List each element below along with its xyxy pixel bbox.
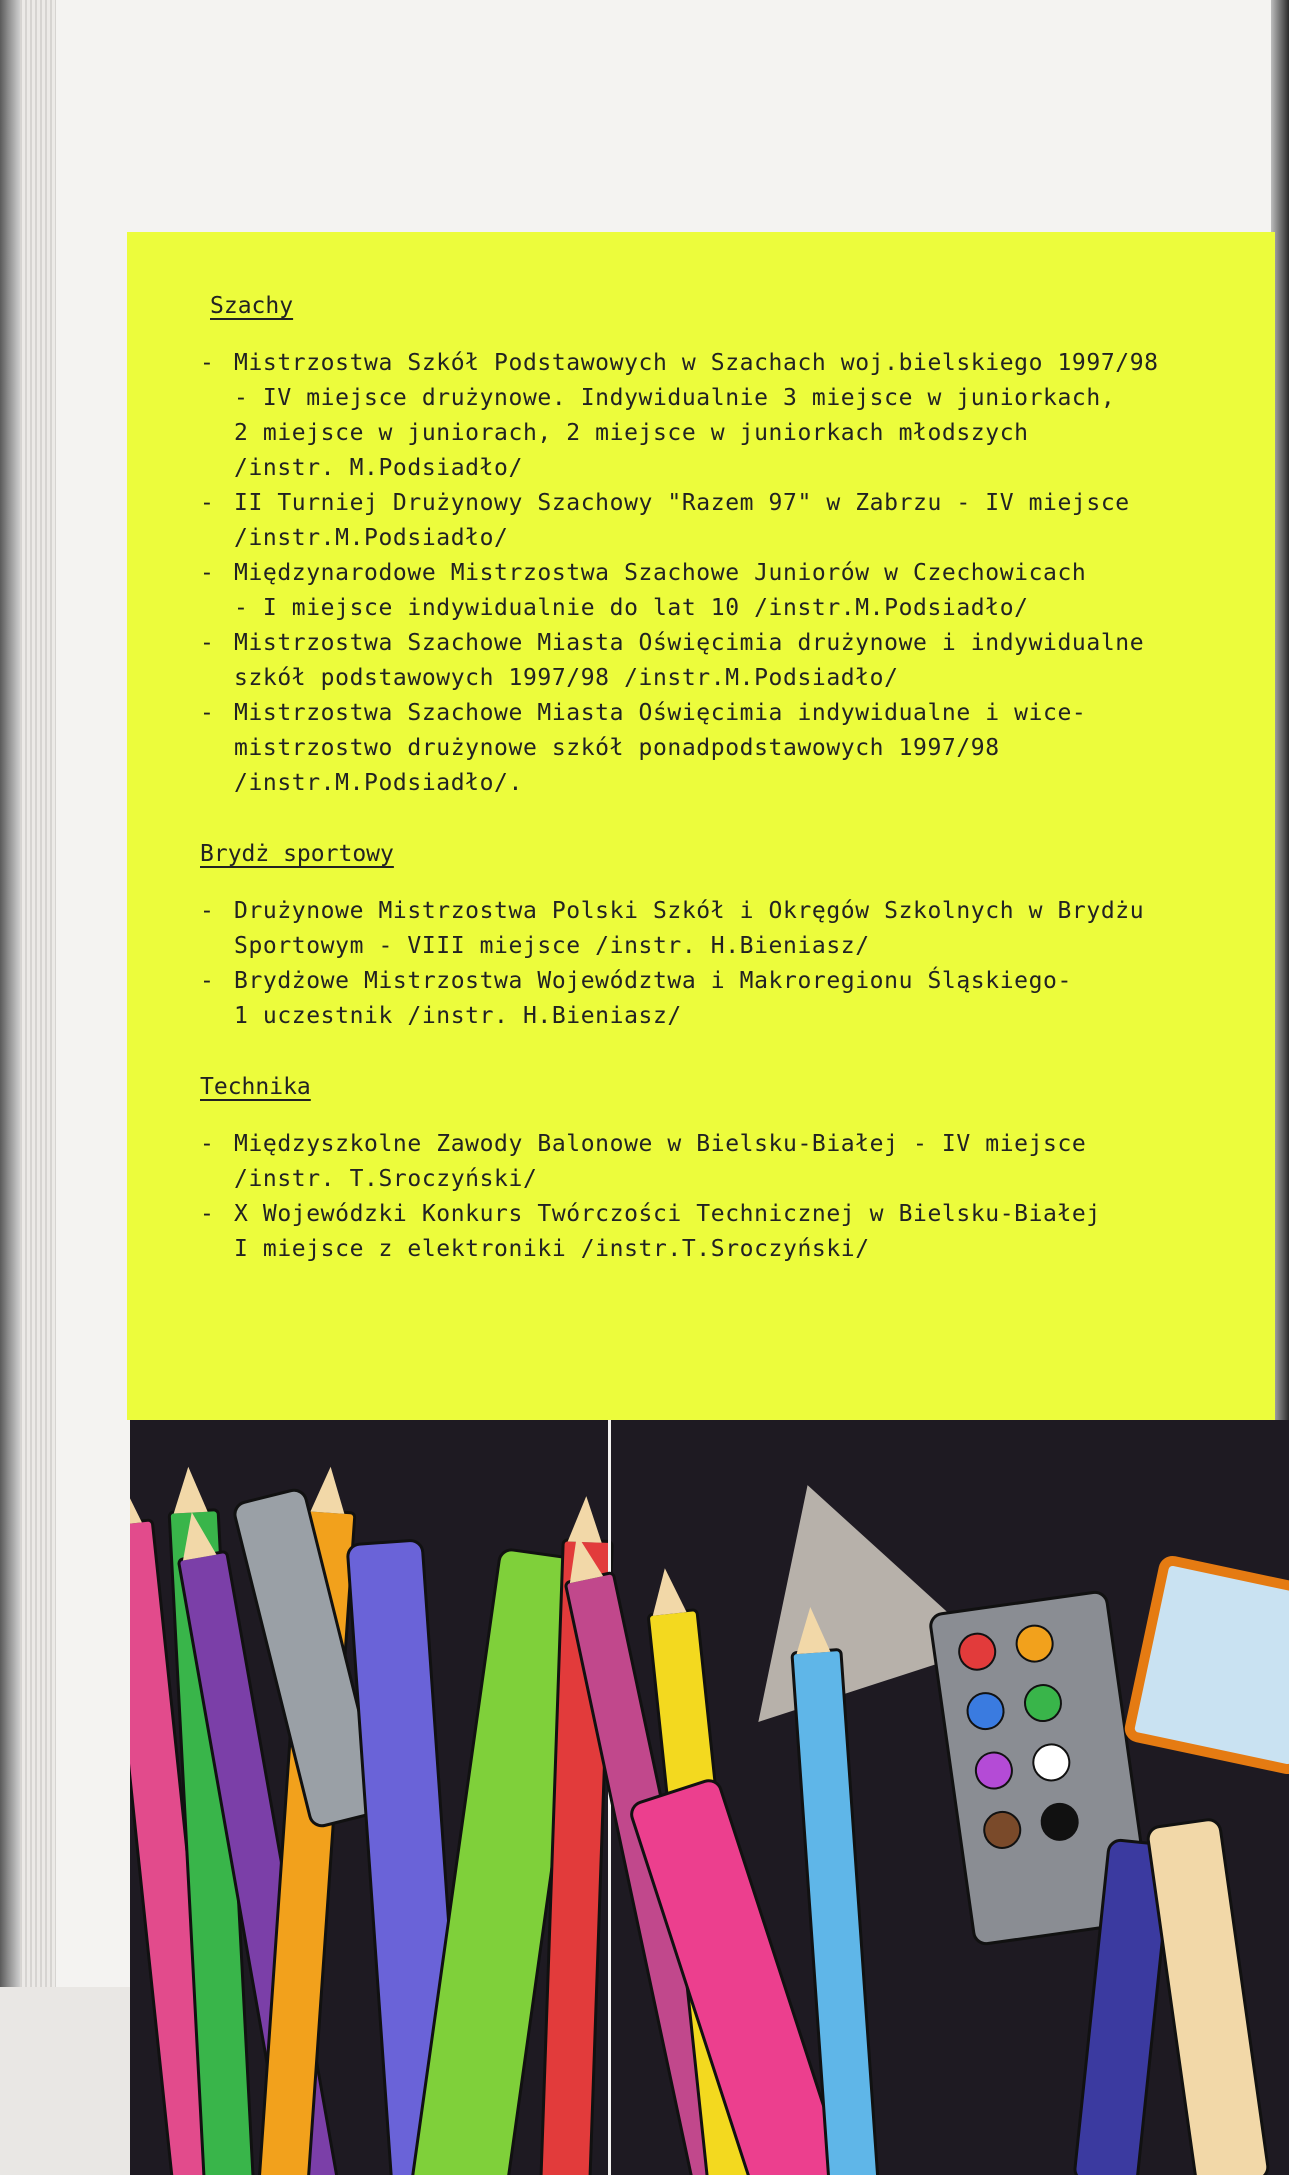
list-item-text: Międzyszkolne Zawody Balonowe w Bielsku-Białej - IV miejsce /instr. T.Sroczyński/: [234, 1131, 1087, 1192]
list-item: [200, 696, 1200, 801]
list-dash: -: [200, 350, 214, 376]
list-item-text: Międzynarodowe Mistrzostwa Szachowe Juniorów w Czechowicach - I miejsce indywidualnie do lat 10 /instr.M.Podsiadło/: [234, 560, 1087, 621]
list-dash: -: [200, 560, 214, 586]
list-item: [200, 626, 1200, 696]
book-page-edge-left: [0, 0, 20, 1987]
list-dash: -: [200, 898, 214, 924]
section-chess: [200, 295, 1200, 801]
list-item: [200, 346, 1200, 486]
list-item: [200, 1127, 1200, 1197]
list-dash: -: [200, 1131, 214, 1157]
tube-icon: [1145, 1816, 1271, 2175]
list-item-text: Mistrzostwa Szachowe Miasta Oświęcimia drużynowe i indywidualne szkół podstawowych 1997/98 /instr.M.Podsiadło/: [234, 630, 1145, 691]
technics-list: [200, 1127, 1200, 1267]
section-heading-bridge: Brydż sportowy: [200, 841, 394, 867]
list-dash: -: [200, 968, 214, 994]
bridge-list: [200, 894, 1200, 1034]
list-dash: -: [200, 490, 214, 516]
achievements-text: [200, 295, 1200, 1309]
lamp-icon: [1122, 1553, 1289, 1776]
list-item: [200, 486, 1200, 556]
list-item-text: Mistrzostwa Szkół Podstawowych w Szachach woj.bielskiego 1997/98 - IV miejsce drużynowe. Indywidualnie 3 miejsce w juniorkach, 2 miejsce w juniorach, 2 miejsce w juniorkach młodszych /instr. M.Podsiadło/: [234, 350, 1159, 481]
art-supplies-illustration: [130, 1420, 1289, 2175]
list-item: [200, 556, 1200, 626]
list-item: [200, 894, 1200, 964]
section-bridge: [200, 843, 1200, 1034]
list-item-text: X Wojewódzki Konkurs Twórczości Technicznej w Bielsku-Białej I miejsce z elektroniki /instr.T.Sroczyński/: [234, 1201, 1101, 1262]
section-technics: [200, 1076, 1200, 1267]
list-item-text: Drużynowe Mistrzostwa Polski Szkół i Okręgów Szkolnych w Brydżu Sportowym - VIII miejsce /instr. H.Bieniasz/: [234, 898, 1145, 959]
section-heading-technics: Technika: [200, 1074, 311, 1100]
list-dash: -: [200, 1201, 214, 1227]
list-dash: -: [200, 700, 214, 726]
list-dash: -: [200, 630, 214, 656]
book-page-stack: [20, 0, 60, 1987]
chess-list: [200, 346, 1200, 801]
list-item: [200, 1197, 1200, 1267]
list-item-text: Mistrzostwa Szachowe Miasta Oświęcimia indywidualne i wice- mistrzostwo drużynowe szkół ponadpodstawowych 1997/98 /instr.M.Podsiadło/.: [234, 700, 1087, 796]
list-item: [200, 964, 1200, 1034]
section-heading-chess: Szachy: [210, 293, 294, 319]
list-item-text: II Turniej Drużynowy Szachowy "Razem 97" w Zabrzu - IV miejsce /instr.M.Podsiadło/: [234, 490, 1130, 551]
list-item-text: Brydżowe Mistrzostwa Województwa i Makroregionu Śląskiego- 1 uczestnik /instr. H.Bieniasz/: [234, 968, 1072, 1029]
